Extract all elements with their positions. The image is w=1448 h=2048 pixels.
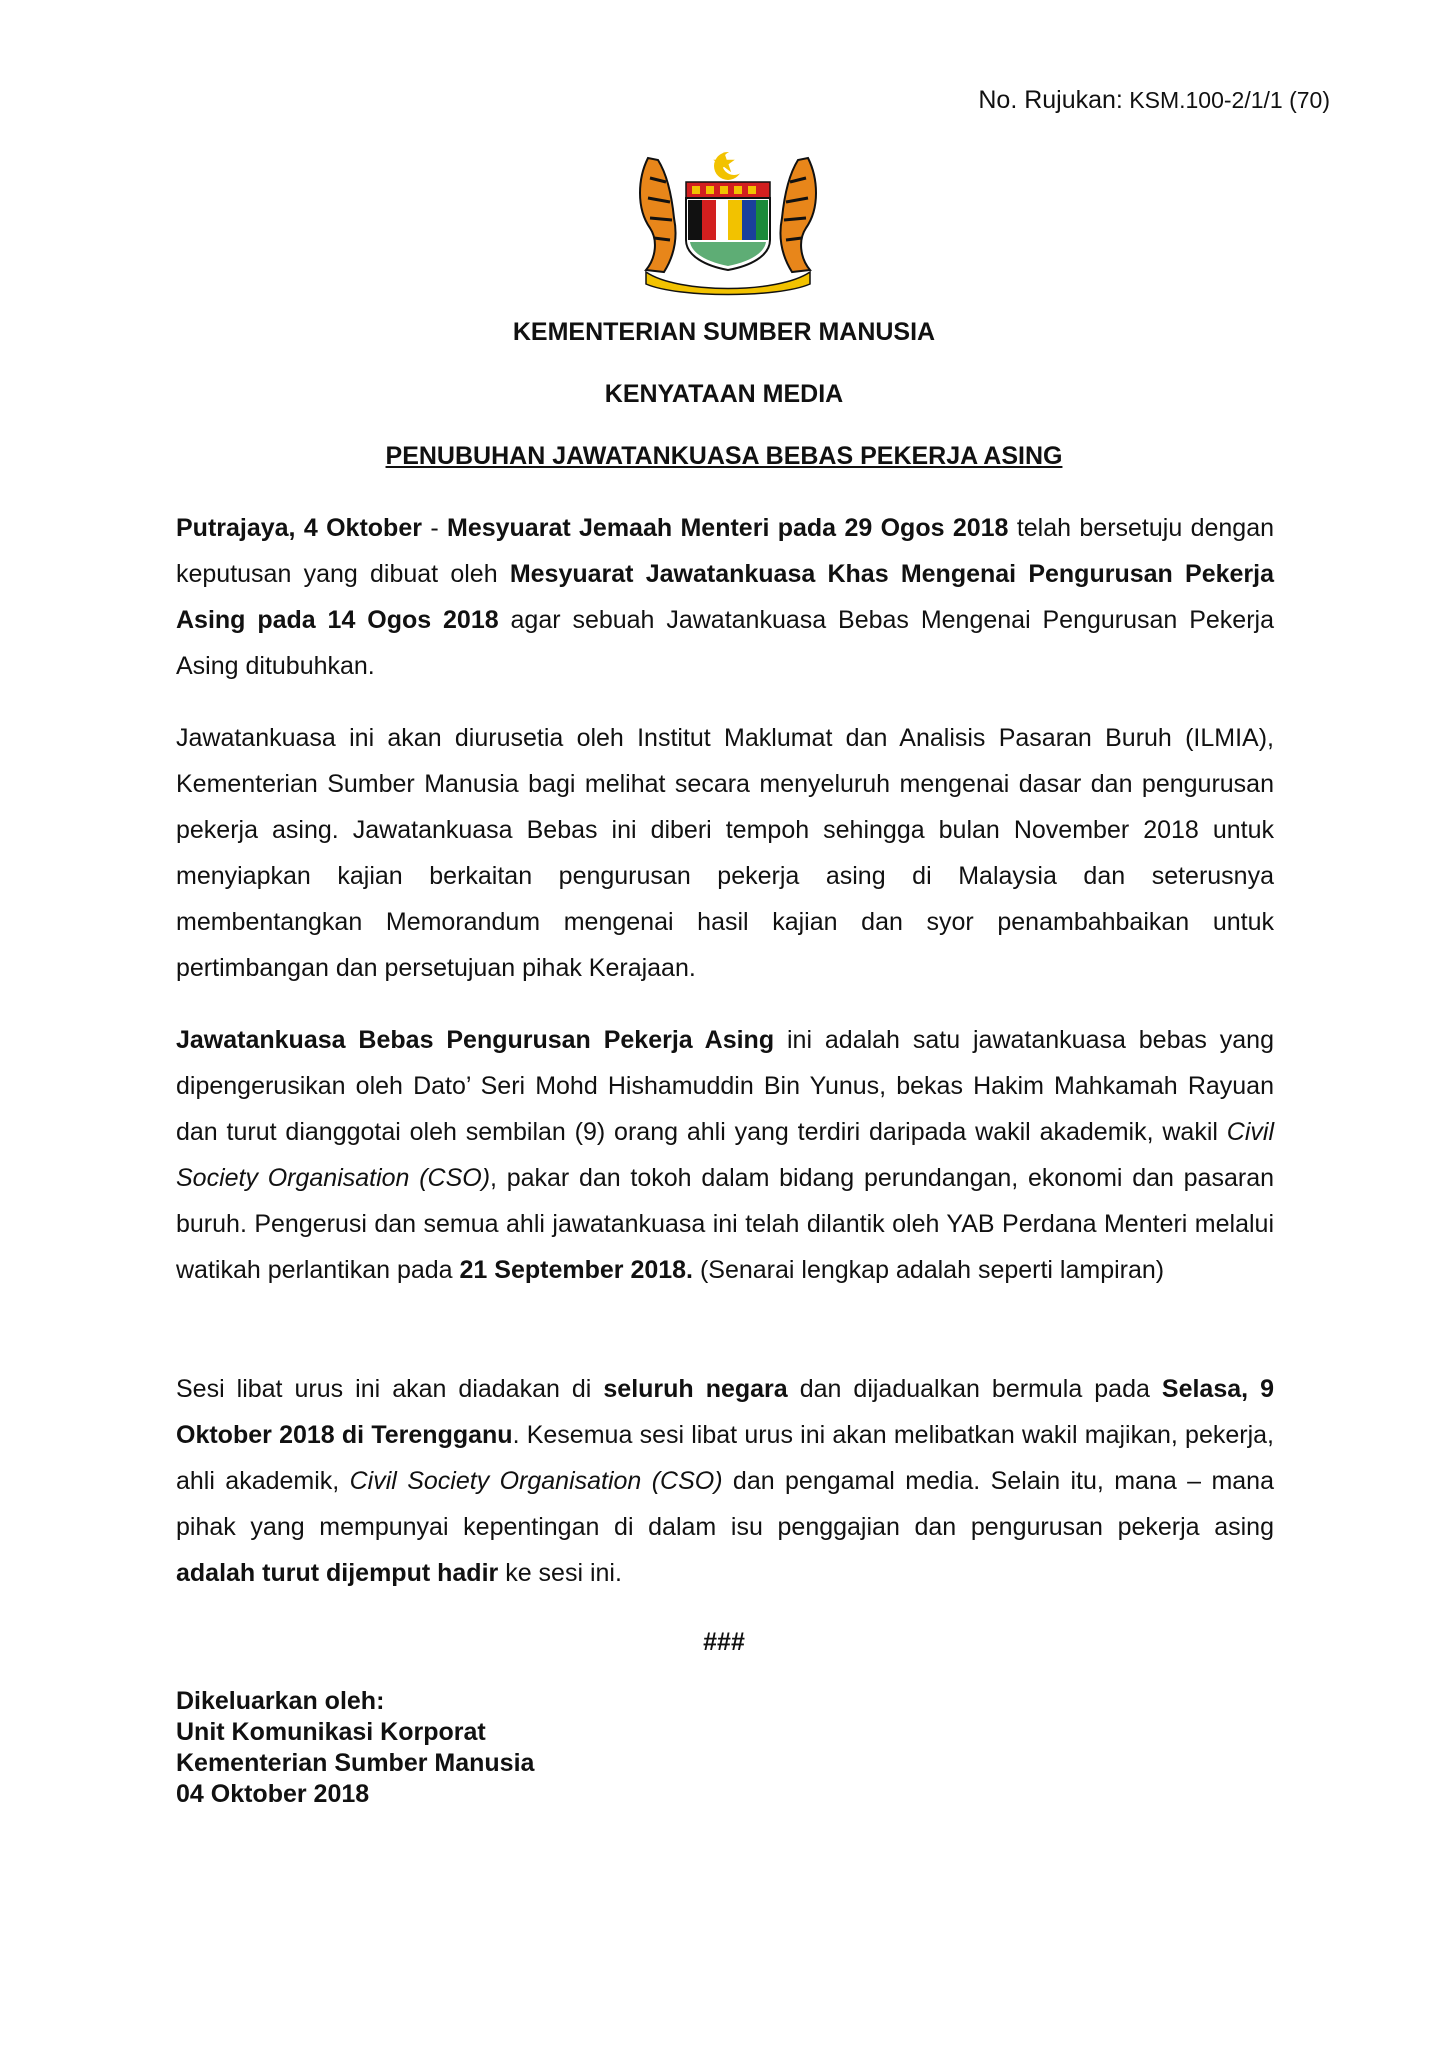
text-run-italic: Civil Society Organisation (CSO) xyxy=(349,1467,723,1495)
reference-value: KSM.100-2/1/1 (70) xyxy=(1129,87,1330,113)
paragraph-1 xyxy=(176,505,1274,713)
issuer-ministry: Kementerian Sumber Manusia xyxy=(176,1749,535,1777)
reference-number xyxy=(978,86,1330,115)
paragraph-2 xyxy=(176,715,1274,1015)
text-run-bold: Mesyuarat Jemaah Menteri pada 29 Ogos 2018 xyxy=(447,514,1009,542)
dateline: Putrajaya, 4 Oktober xyxy=(176,514,422,542)
document-type-heading: KENYATAAN MEDIA xyxy=(604,380,844,408)
text-run: telah bersetuju dengan keputusan yang dibuat oleh xyxy=(176,514,1274,588)
issuer-unit: Unit Komunikasi Korporat xyxy=(176,1718,486,1746)
text-run: Sesi libat urus ini akan diadakan di xyxy=(176,1375,604,1403)
ministry-heading: KEMENTERIAN SUMBER MANUSIA xyxy=(512,318,936,346)
text-run-bold: Mesyuarat Jawatankuasa Khas Mengenai Pengurusan Pekerja Asing pada 14 Ogos 2018 xyxy=(176,560,1274,634)
text-run: agar sebuah Jawatankuasa Bebas Mengenai Pengurusan Pekerja Asing ditubuhkan. xyxy=(176,606,1274,680)
issuer-label: Dikeluarkan oleh: xyxy=(176,1687,385,1715)
paragraph-4 xyxy=(176,1366,1274,1620)
text-run: (Senarai lengkap adalah seperti lampiran) xyxy=(693,1256,1165,1284)
text-run-bold: Jawatankuasa Bebas Pengurusan Pekerja Asing xyxy=(176,1026,775,1054)
reference-label: No. Rujukan: xyxy=(978,86,1123,114)
text-run: - xyxy=(421,514,447,542)
text-run: dan pengamal media. Selain itu, mana – mana pihak yang mempunyai kepentingan di dalam isu penggajian dan pengurusan pekerja asing xyxy=(176,1467,1274,1541)
text-run-italic: Civil Society Organisation (CSO) xyxy=(176,1118,1274,1192)
text-run: . Kesemua sesi libat urus ini akan melibatkan wakil majikan, pekerja, ahli akademik, xyxy=(176,1421,1274,1495)
coat-of-arms-logo xyxy=(628,148,828,298)
end-mark: ### xyxy=(703,1628,745,1656)
issue-date: 04 Oktober 2018 xyxy=(176,1780,370,1808)
text-run: Jawatankuasa ini akan diurusetia oleh Institut Maklumat dan Analisis Pasaran Buruh (ILMIA), Kementerian Sumber Manusia bagi melihat secara menyeluruh mengenai dasar dan pengurusan pekerja asing. Jawatankuasa Bebas ini diberi tempoh sehingga bulan November 2018 untuk menyiapkan kajian berkaitan pengurusan pekerja asing di Malaysia dan seterusnya membentangkan Memorandum mengenai hasil kajian dan syor penambahbaikan untuk pertimbangan dan persetujuan pihak Kerajaan. xyxy=(176,724,1274,982)
text-run: ini adalah satu jawatankuasa bebas yang dipengerusikan oleh Dato’ Seri Mohd Hishamuddin Bin Yunus, bekas Hakim Mahkamah Rayuan dan turut dianggotai oleh sembilan (9) orang ahli yang terdiri daripada wakil akademik, wakil xyxy=(176,1026,1274,1146)
issuer-block xyxy=(176,1686,534,1810)
document-title: PENUBUHAN JAWATANKUASA BEBAS PEKERJA ASING xyxy=(385,442,1063,470)
text-run-bold: adalah turut dijemput hadir xyxy=(176,1559,499,1587)
text-run-bold: Selasa, 9 Oktober 2018 di Terengganu xyxy=(176,1375,1274,1449)
paragraph-3 xyxy=(176,1017,1274,1317)
coat-of-arms-icon xyxy=(628,148,828,298)
text-run-bold: seluruh negara xyxy=(603,1375,788,1403)
text-run: , pakar dan tokoh dalam bidang perundangan, ekonomi dan pasaran buruh. Pengerusi dan semua ahli jawatankuasa ini telah dilantik oleh YAB Perdana Menteri melalui watikah perlantikan pada xyxy=(176,1164,1275,1284)
text-run: dan dijadualkan bermula pada xyxy=(787,1375,1162,1403)
text-run-bold: 21 September 2018. xyxy=(459,1256,694,1284)
text-run: ke sesi ini. xyxy=(498,1559,622,1587)
